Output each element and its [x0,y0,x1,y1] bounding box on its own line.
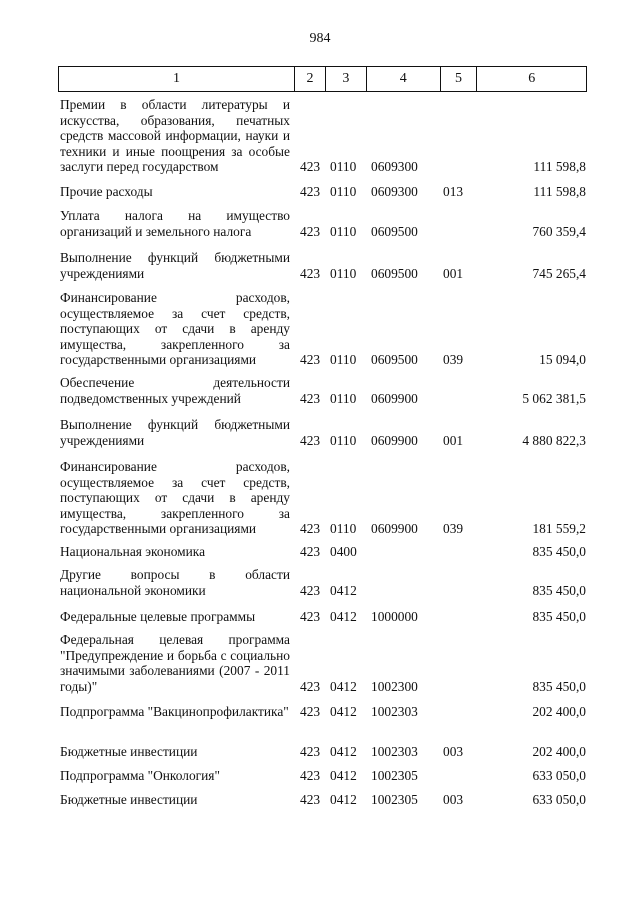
cell-amount: 633 050,0 [532,792,586,807]
cell-section-code: 0412 [330,609,357,624]
cell-section-code: 0412 [330,744,357,759]
header-cell: 3 [325,67,366,91]
row-label: Национальная экономика [60,544,206,559]
row-label: Прочие расходы [60,184,153,199]
cell-expense-code: 039 [443,352,464,367]
table-row [58,704,587,720]
cell-admin-code: 423 [300,768,321,783]
cell-section-code: 0110 [330,184,357,199]
row-label: Подпрограмма "Онкология" [60,768,220,783]
cell-section-code: 0110 [330,265,357,281]
row-label: Подпрограмма "Вакцинопрофилактика" [60,704,289,719]
table-row [58,768,587,784]
cell-expense-code: 001 [443,432,464,448]
table-row [58,792,587,808]
cell-amount: 835 450,0 [532,582,586,598]
header-cell: 2 [294,67,325,91]
cell-amount: 5 062 381,5 [522,390,586,406]
table-row [58,375,587,406]
cell-section-code: 0412 [330,582,357,598]
row-label: Бюджетные инвестиции [60,744,198,759]
cell-expense-code: 039 [443,521,464,536]
cell-admin-code: 423 [300,352,321,367]
table-row [58,544,587,560]
cell-admin-code: 423 [300,544,321,559]
cell-target-code: 0609300 [371,159,418,174]
header-cell: 4 [366,67,440,91]
cell-amount: 4 880 822,3 [522,432,586,448]
cell-admin-code: 423 [300,609,321,624]
cell-admin-code: 423 [300,582,321,598]
row-label: Другие вопросы в области национальной экономики [60,567,290,598]
cell-section-code: 0110 [330,352,357,367]
row-label: Финансирование расходов, осуществляемое за счет средств, поступающих от сдачи в аренду имущества, закрепленного за государственными организациями [60,459,290,536]
cell-target-code: 0609900 [371,432,418,448]
cell-expense-code: 001 [443,265,464,281]
cell-amount: 760 359,4 [532,223,586,239]
cell-admin-code: 423 [300,265,321,281]
cell-section-code: 0400 [330,544,357,559]
cell-admin-code: 423 [300,390,321,406]
cell-admin-code: 423 [300,744,321,759]
table-row [58,567,587,598]
row-label: Финансирование расходов, осуществляемое за счет средств, поступающих от сдачи в аренду имущества, закрепленного за государственными организациями [60,290,290,367]
cell-target-code: 1002305 [371,792,418,807]
cell-section-code: 0412 [330,792,357,807]
table-row [58,744,587,760]
header-cell: 6 [476,67,586,91]
cell-expense-code: 003 [443,744,464,759]
cell-amount: 15 094,0 [539,352,586,367]
cell-amount: 181 559,2 [532,521,586,536]
table-row [58,250,587,281]
cell-amount: 835 450,0 [532,678,586,694]
cell-admin-code: 423 [300,432,321,448]
cell-amount: 633 050,0 [532,768,586,783]
cell-amount: 835 450,0 [532,609,586,624]
cell-amount: 835 450,0 [532,544,586,559]
cell-target-code: 1002300 [371,678,418,694]
table-row [58,290,587,368]
cell-section-code: 0110 [330,432,357,448]
cell-section-code: 0110 [330,521,357,536]
header-cell: 1 [173,71,181,86]
cell-amount: 745 265,4 [532,265,586,281]
cell-target-code: 0609900 [371,390,418,406]
cell-target-code: 0609500 [371,352,418,367]
table-header [58,66,587,92]
cell-admin-code: 423 [300,678,321,694]
row-label: Обеспечение деятельности подведомственных учреждений [60,375,290,406]
cell-target-code: 1002303 [371,744,418,759]
cell-target-code: 1002305 [371,768,418,783]
cell-section-code: 0412 [330,704,357,719]
row-label: Уплата налога на имущество организаций и земельного налога [60,208,290,239]
cell-expense-code: 013 [443,184,464,199]
cell-section-code: 0110 [330,390,357,406]
cell-admin-code: 423 [300,184,321,199]
header-cell: 5 [440,67,477,91]
table-row [58,632,587,694]
cell-target-code: 0609300 [371,184,418,199]
table-row [58,459,587,537]
page-number: 984 [309,31,331,46]
row-label: Выполнение функций бюджетными учреждениями [60,250,290,281]
cell-admin-code: 423 [300,223,321,239]
cell-target-code: 1000000 [371,609,418,624]
cell-target-code: 0609900 [371,521,418,536]
row-label: Федеральная целевая программа "Предупреждение и борьба с социально значимыми заболеваниями (2007 - 2011 годы)" [60,632,290,694]
cell-section-code: 0412 [330,678,357,694]
table-row [58,184,587,200]
row-label: Федеральные целевые программы [60,609,256,624]
cell-admin-code: 423 [300,159,321,174]
table-row [58,417,587,448]
cell-amount: 111 598,8 [533,184,586,199]
cell-section-code: 0110 [330,159,357,174]
cell-admin-code: 423 [300,792,321,807]
table-row [58,208,587,239]
cell-admin-code: 423 [300,521,321,536]
cell-section-code: 0412 [330,768,357,783]
cell-admin-code: 423 [300,704,321,719]
row-label: Премии в области литературы и искусства, образования, печатных средств массовой информации, науки и техники и иные поощрения за особые заслуги перед государством [60,97,290,174]
cell-expense-code: 003 [443,792,464,807]
cell-target-code: 1002303 [371,704,418,719]
cell-amount: 202 400,0 [532,744,586,759]
table-row [58,609,587,625]
cell-target-code: 0609500 [371,223,418,239]
cell-amount: 202 400,0 [532,704,586,719]
cell-amount: 111 598,8 [533,159,586,174]
row-label: Выполнение функций бюджетными учреждениями [60,417,290,448]
cell-section-code: 0110 [330,223,357,239]
row-label: Бюджетные инвестиции [60,792,198,807]
table-row [58,97,587,175]
cell-target-code: 0609500 [371,265,418,281]
